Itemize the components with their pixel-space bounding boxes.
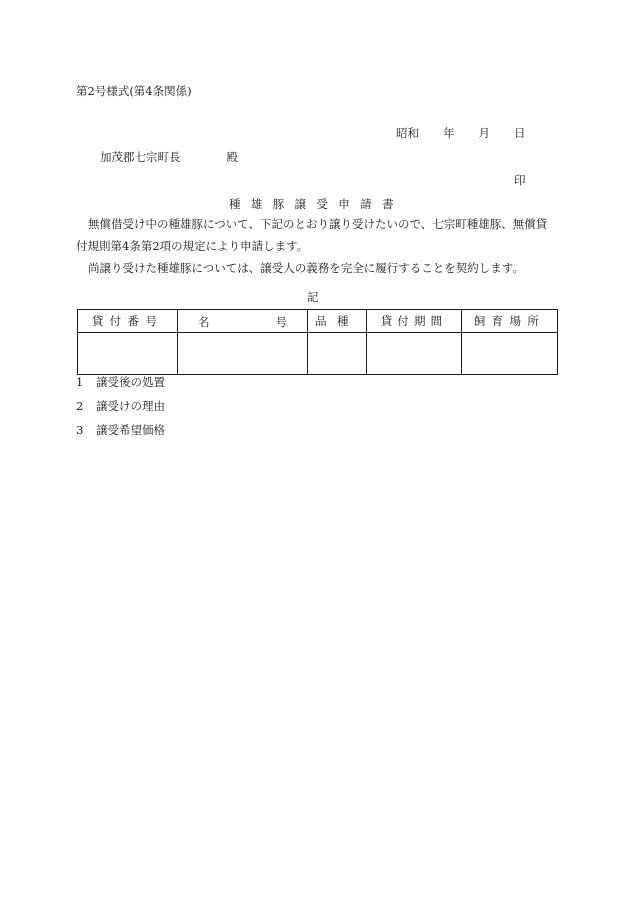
body-paragraph-1: 無償借受け中の種雄豚について、下記のとおり譲り受けたいので、七宗町種雄豚、無償貸付規則第4条第2項の規定により申請します。 [76, 217, 548, 253]
list-item [76, 375, 165, 399]
date-line [396, 126, 526, 140]
item-label: 譲受けの理由 [96, 399, 165, 413]
form-number: 第2号様式(第4条関係) [76, 84, 192, 98]
item-number: 3 [76, 423, 84, 437]
item-list [76, 375, 165, 447]
header-loan-period: 貸付期間 [367, 310, 462, 333]
item-label: 譲受後の処置 [96, 375, 165, 389]
cell-loan-number [78, 333, 178, 375]
honorific: 殿 [226, 150, 238, 164]
record-table [77, 309, 558, 375]
header-breeding-place: 飼育場所 [462, 310, 558, 333]
cell-name [178, 333, 308, 375]
cell-breed [308, 333, 367, 375]
date-era: 昭和 [396, 126, 419, 140]
header-name-left: 名 [198, 315, 210, 329]
cell-breeding-place [462, 333, 558, 375]
table-header-row [78, 310, 558, 333]
table-row [78, 333, 558, 375]
list-item [76, 423, 165, 447]
ki-heading: 記 [307, 290, 319, 304]
list-item [76, 399, 165, 423]
addressee: 加茂郡七宗町長 [100, 150, 181, 164]
item-number: 1 [76, 375, 84, 389]
header-name [178, 310, 308, 333]
item-label: 譲受希望価格 [96, 423, 165, 437]
document-title: 種雄豚譲受申請書 [229, 197, 404, 211]
body-paragraph-2: 尚譲り受けた種雄豚については、譲受人の義務を完全に履行することを契約します。 [88, 261, 524, 275]
addressee-line [100, 150, 238, 164]
seal-mark: 印 [514, 173, 526, 187]
header-breed: 品種 [308, 310, 367, 333]
date-month: 月 [478, 126, 490, 140]
header-name-right: 号 [275, 315, 287, 329]
date-day: 日 [514, 126, 526, 140]
cell-loan-period [367, 333, 462, 375]
item-number: 2 [76, 399, 84, 413]
header-loan-number: 貸付番号 [78, 310, 178, 333]
date-year: 年 [443, 126, 455, 140]
